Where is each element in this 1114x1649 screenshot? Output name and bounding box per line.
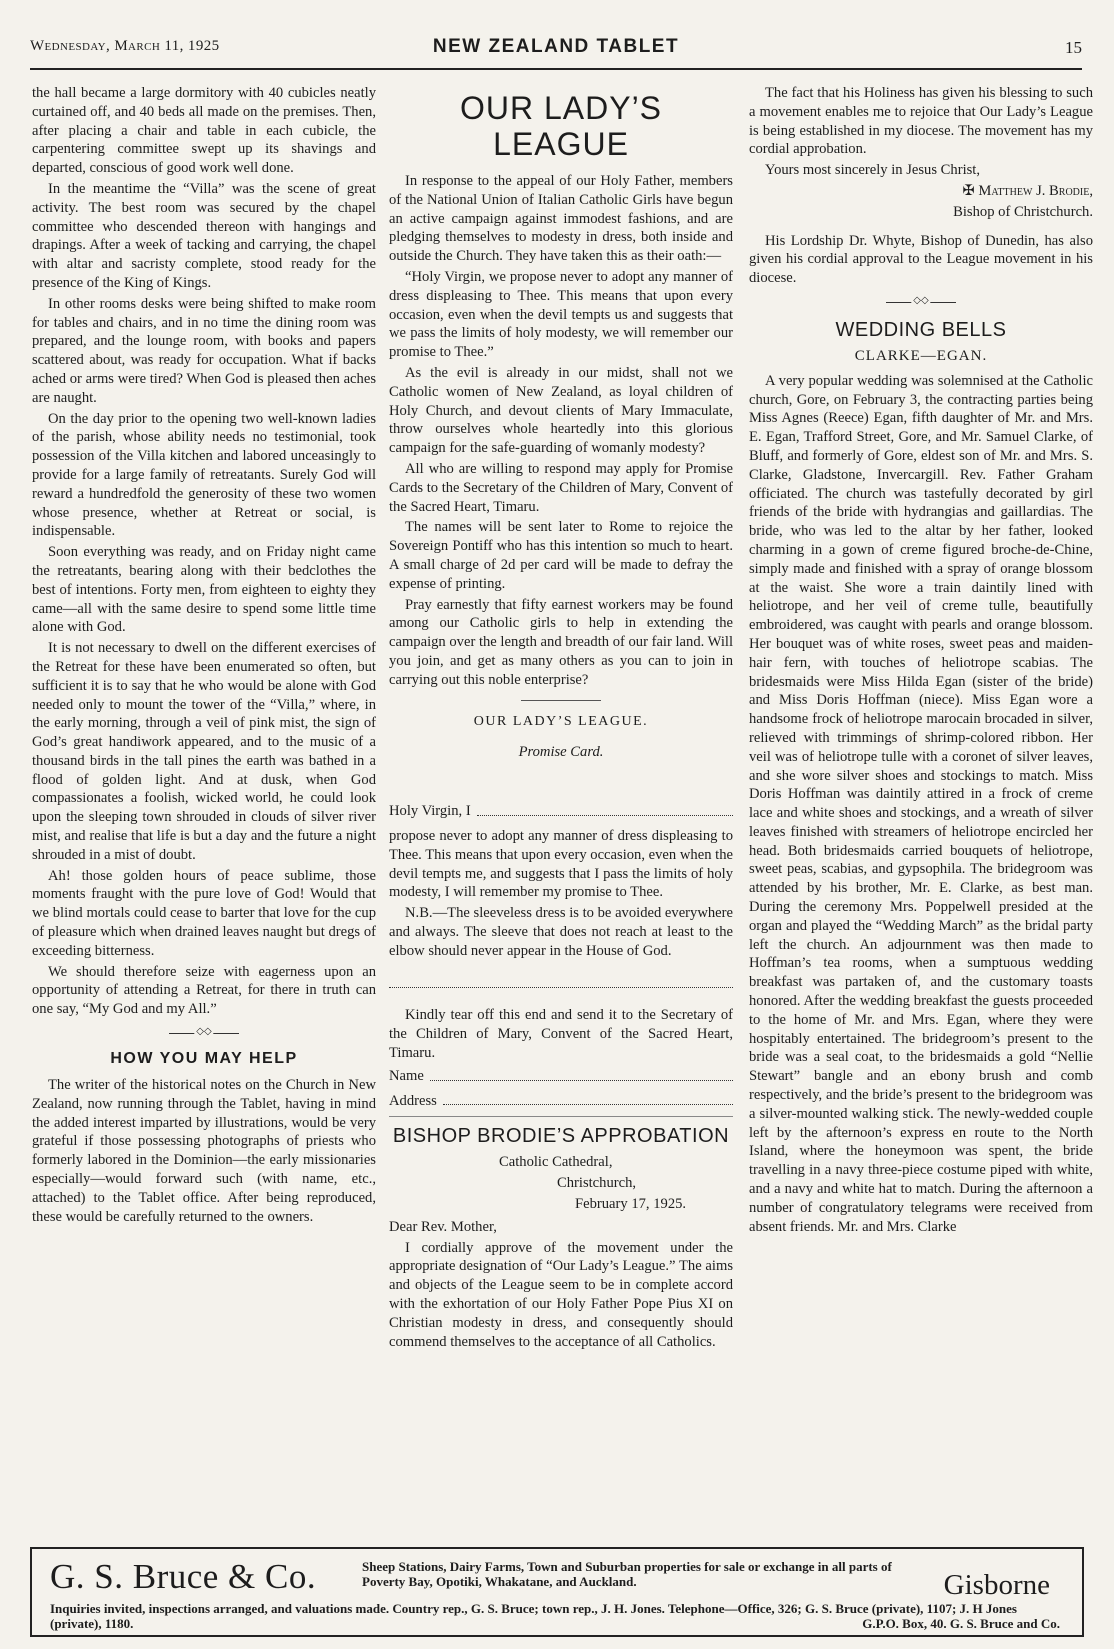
column-left <box>32 84 376 1534</box>
tear-line <box>389 986 733 988</box>
wedding-heading: WEDDING BELLS <box>835 318 1007 341</box>
article-paragraph: Soon everything was ready, and on Friday night came the retreatants, bearing along with their bedclothes the best of intentions. Forty men, from eighteen to eighty they came—all with the same desire to spend some little time alone with God. <box>32 544 376 636</box>
wedding-paragraph: A very popular wedding was solemnised at the Catholic church, Gore, on February 3, the contracting parties being Miss Agnes (Reece) Egan, fifth daughter of Mr. and Mrs. E. Egan, Trafford Street, Gore, and Mr. Samuel Clarke, of Bluff, and formerly of Gore, eldest son of Mr. and Mrs. S. Clarke, Gladstone, Invercargill. Rev. Father Graham officiated. The church was tastefully decorated by girl friends of the bride with hydrangias and gaillardias. The bride, who was led to the altar by her father, looked charming in a gown of creme figured broche-de-Chine, simply made and finished with a spray of orange blossom at the waist. She wore a train daintily lined with heliotrope, and her veil of creme tulle, beautifully embroidered, was caught with pearls and orange blossom. Her bouquet was of white roses, sweet peas and maiden-hair fern, with touches of heliotrope scabias. The bridesmaids were Miss Hilda Egan (sister of the bride) and Miss Doris Hoffman (niece). Miss Egan wore a handsome frock of heliotrope marocain brocaded in silver, relieved with trimmings of shrimp-colored ribbon. Her veil was of heliotrope tulle with a coronet of silver leaves, and she wore silver shoes and stockings to match. Miss Doris Hoffman was daintily attired in a frock of creme lace and white shoes and stockings, and a wreath of silver leaves finished with streamers of heliotrope encircled her head. Both bridesmaids carried bouquets of heliotrope, sweet peas, scabias, and gypsophila. The bridegroom was attended by his brother, Mr. E. Clarke, as best man. During the ceremony Mrs. Poppelwell presided at the organ and played the “Wedding March” as the bridal party left the church. An adjournment was then made to Hoffman’s tea rooms, when a sumptuous wedding breakfast was partaken of, and the customary toasts honored. After the wedding breakfast the guests proceeded to the home of Mr. and Mrs. Egan, where they were hospitably entertained. The bridegroom’s present to the bride was a seal coat, to the bridesmaids a gold “Nellie Stewart” bangle and an ebony brush and comb respectively, and the bride’s present to the bridegroom was a silver-mounted walking stick. The newly-wedded couple left by the afternoon’s express en route to the North Island, where the honeymoon was spent, the bride travelling in a navy three-piece costume piped with white, and a navy and white hat to match. During the afternoon a number of congratulatory telegrams were received from absent friends. Mr. and Mrs. Clarke <box>749 372 1093 1235</box>
article-paragraph: On the day prior to the opening two well-known ladies of the parish, whose ability needs no testimonial, took possession of the Villa kitchen and labored unceasingly to provide for a large family of retreatants. Surely God will reward a hundredfold the generosity of these two women whose presence, whether at Retreat or social, is indispensable. <box>32 410 376 540</box>
page-header <box>30 36 1082 70</box>
section-divider <box>886 302 956 303</box>
help-paragraph: The writer of the historical notes on the Church in New Zealand, now running through the Tablet, having in mind the added interest imparted by illustrations, would be very grateful if those possessing photographs of priests who formerly labored in the Dominion—the early missionaries especially—would forward such (with name, etc., attached) to the Tablet office. After being reproduced, these would be carefully returned to the owners. <box>32 1077 376 1225</box>
ad-description: Sheep Stations, Dairy Farms, Town and Suburban properties for sale or exchange in all parts of Poverty Bay, Opotiki, Whakatane, and Auckland. <box>362 1559 892 1589</box>
letter-signature: ✠ Matthew J. Brodie, <box>962 182 1093 199</box>
issue-date: Wednesday, March 11, 1925 <box>30 38 220 54</box>
promise-virgin-line <box>389 802 733 821</box>
league-paragraph: “Holy Virgin, we propose never to adopt any manner of dress displeasing to Thee. This means that upon every occasion, even when the devil tempts us and suggests that we pass the limits of holy modesty, we will remember our promise to Thee.” <box>389 268 733 361</box>
address-dots <box>443 1092 733 1106</box>
column-middle <box>389 84 733 1534</box>
name-label: Name <box>389 1067 424 1084</box>
ad-inquiries-text: Inquiries invited, inspections arranged, and valuations made. Country rep., G. S. Bruce; town rep., J. H. Jones. Telephone—Office, 326; G. S. Bruce (private), 1107; J. H Jones (private), 1180. <box>50 1601 1017 1631</box>
article-paragraph: Ah! those golden hours of peace sublime, those moments fraught with the pure love of God! Would that we blind mortals could cease to barter that love for the cup of pleasure which when drained leaves naught but dregs of exceeding bitterness. <box>32 867 376 959</box>
article-paragraph: the hall became a large dormitory with 40 cubicles neatly curtained off, and 40 beds all made on the premises. Then, after placing a chair and table in each cubicle, the carpentering committee swept up its shavings and departed, conscious of good work well done. <box>32 85 376 177</box>
section-divider <box>169 1033 239 1034</box>
name-blank <box>477 802 733 816</box>
advertisement-box <box>30 1547 1084 1637</box>
signer-title: Bishop of Christchurch. <box>953 203 1093 220</box>
wedding-subheading: CLARKE—EGAN. <box>854 347 988 364</box>
publication-title: NEW ZEALAND TABLET <box>432 36 680 57</box>
article-paragraph: In other rooms desks were being shifted to make room for tables and chairs, and in no time the dining room was prepared, and the lounge room, with books and papers scattered about, was ready for occupation. What if backs ached or arms were tired? When God is pleased then aches are naught. <box>32 295 376 406</box>
article-paragraph: It is not necessary to dwell on the different exercises of the Retreat for these have been enumerated so often, but sufficient it is to say that he who would be alone with God needed only to mount the tower of the “Villa,” where, in the early morning, through a veil of pink mist, the sign of God’s great handiwork appeared, and to the music of a thousand birds in the tall pines the earth was bathed in a flood of golden light. And at dusk, when God compassionates a foolish, wicked world, he could look upon the sleeping town shrouded in clouds of silver river mist, and realise that life is but a day and the future a night shrouded in a mist of doubt. <box>32 640 376 863</box>
promise-card-title: OUR LADY’S LEAGUE. <box>473 713 649 729</box>
help-heading: HOW YOU MAY HELP <box>110 1050 298 1068</box>
column-right <box>749 84 1093 1534</box>
ad-gpo: G.P.O. Box, 40. G. S. Bruce and Co. <box>862 1616 1060 1631</box>
league-paragraph: As the evil is already in our midst, shall not we Catholic women of New Zealand, as loyal children of Holy Church, and devout clients of Mary Immaculate, throw ourselves whole heartedly into this glorious campaign for the safe-guarding of womanly modesty? <box>389 364 733 457</box>
ad-inquiries <box>50 1601 1060 1631</box>
address-label: Address <box>389 1092 437 1109</box>
article-paragraph: We should therefore seize with eagerness upon an opportunity of attending a Retreat, for there in truth can one say, “My God and my All.” <box>32 963 376 1018</box>
league-paragraph: Pray earnestly that fifty earnest workers may be found among our Catholic girls to help in extending the campaign over the length and breadth of our fair land. Will you join, and get as many others as you can to join in carrying out this noble enterprise? <box>389 596 733 688</box>
ad-company-name: G. S. Bruce & Co. <box>50 1557 317 1596</box>
tear-instructions: Kindly tear off this end and send it to the Secretary of the Children of Mary, Convent of the Sacred Heart, Timaru. <box>389 1007 733 1062</box>
letter-body: I cordially approve of the movement under the appropriate designation of “Our Lady’s League.” The aims and objects of the League seem to be in complete accord with the exhortation of our Holy Father Pope Pius XI on Christian modesty in dress, and consequently should commend themselves to the acceptance of all Catholics. <box>389 1239 733 1350</box>
letter-salutation: Dear Rev. Mother, <box>389 1218 497 1235</box>
article-paragraph: In the meantime the “Villa” was the scene of great activity. The best room was secured by the chapel committee who descended thereon with hangings and drapings. After a week of tacking and carrying, the chapel with altar and sacristy complete, stood ready for the presence of the King of Kings. <box>32 180 376 291</box>
league-paragraph: In response to the appeal of our Holy Father, members of the National Union of Italian Catholic Girls have begun an active campaign against immodest fashions, and are pledging themselves to modesty in dress, both inside and outside the Church. They have taken this as their oath:— <box>389 173 733 265</box>
bishop-heading: BISHOP BRODIE’S APPROBATION <box>392 1125 730 1148</box>
league-heading: OUR LADY’S LEAGUE <box>459 90 663 162</box>
promise-card-subtitle: Promise Card. <box>518 744 604 761</box>
promise-text: propose never to adopt any manner of dress displeasing to Thee. This means that upon every occasion, even when the devil tempts me, and suggests that I pass the limits of holy modesty, I will remember my promise to Thee. <box>389 827 733 901</box>
ad-city: Gisborne <box>943 1569 1050 1601</box>
letter-address-1: Catholic Cathedral, <box>499 1154 613 1171</box>
letter-closing: Yours most sincerely in Jesus Christ, <box>765 162 981 179</box>
address-field <box>389 1092 733 1111</box>
page-number: 15 <box>1065 38 1082 57</box>
letter-address-2: Christchurch, <box>557 1175 637 1192</box>
rule <box>389 1116 733 1117</box>
name-field <box>389 1067 733 1086</box>
letter-date: February 17, 1925. <box>575 1196 687 1213</box>
league-paragraph: The names will be sent later to Rome to rejoice the Sovereign Pontiff who has this intention so much to heart. A small charge of 2d per card will be made to defray the expense of printing. <box>389 519 733 592</box>
letter-body-cont: The fact that his Holiness has given his blessing to such a movement enables me to rejoice that Our Lady’s League is being established in my diocese. The movement has my cordial approbation. <box>749 85 1093 158</box>
name-dots <box>430 1067 733 1081</box>
dunedin-paragraph: His Lordship Dr. Whyte, Bishop of Dunedin, has also given his cordial approval to the League movement in his diocese. <box>749 232 1093 287</box>
promise-note: N.B.—The sleeveless dress is to be avoided everywhere and always. The sleeve that does not reach at least to the elbow should never appear in the House of God. <box>389 905 733 959</box>
league-paragraph: All who are willing to respond may apply for Promise Cards to the Secretary of the Children of Mary, Convent of the Sacred Heart, Timaru. <box>389 460 733 515</box>
rule <box>521 700 601 701</box>
promise-virgin-label: Holy Virgin, I <box>389 803 471 820</box>
